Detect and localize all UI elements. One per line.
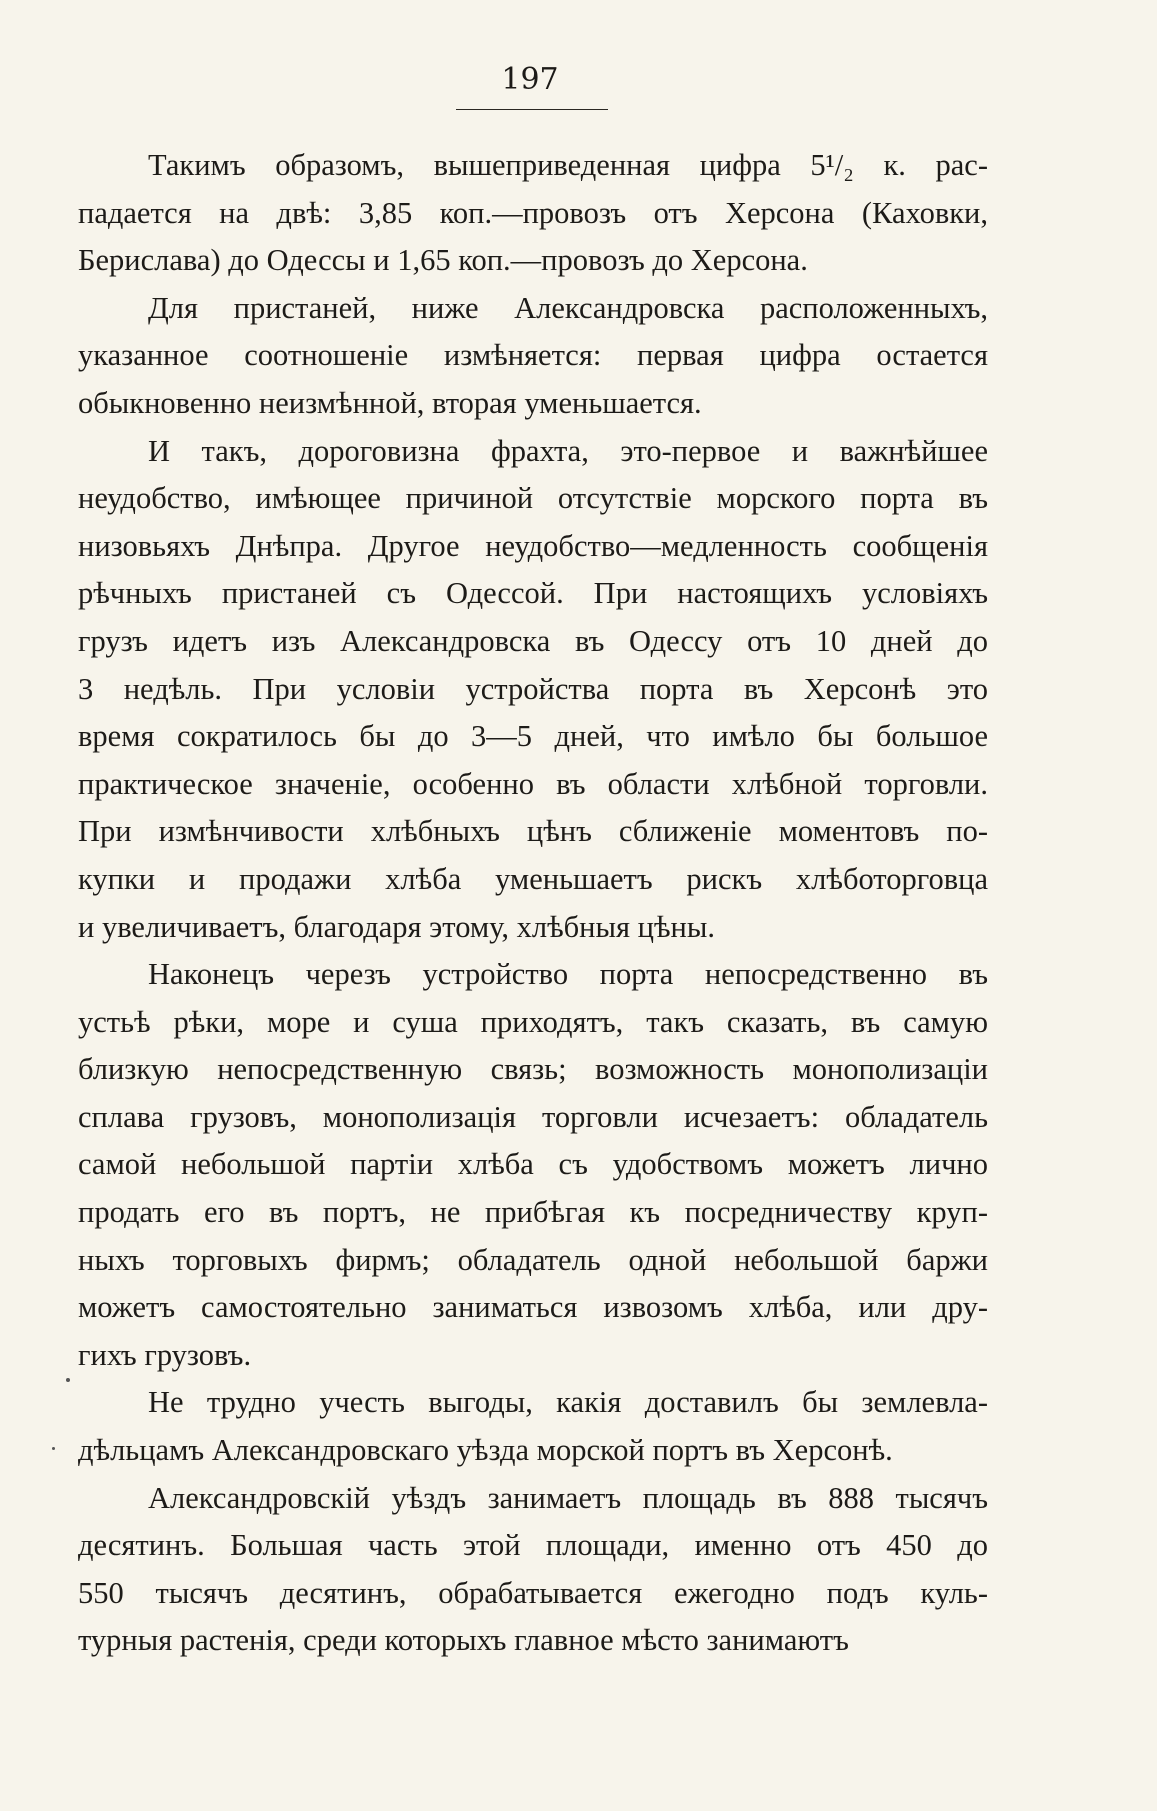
text-line: Не трудно учесть выгоды, какія доставилъ бы землевла- (148, 1385, 988, 1420)
text-line: ныхъ торговыхъ фирмъ; обладатель одной небольшой баржи (78, 1242, 988, 1277)
text-line: практическое значеніе, особенно въ области хлѣбной торговли. (78, 766, 988, 801)
text-line: десятинъ. Большая часть этой площади, именно отъ 450 до (78, 1528, 988, 1563)
text-line: самой небольшой партіи хлѣба съ удобствомъ можетъ лично (78, 1147, 988, 1182)
text-line: Наконецъ черезъ устройство порта непосредственно въ (148, 957, 988, 992)
text-line: низовьяхъ Днѣпра. Другое неудобство—медленность сообщенія (78, 528, 988, 563)
text-line: 550 тысячъ десятинъ, обрабатывается ежегодно подъ куль- (78, 1575, 988, 1610)
text-line: Такимъ образомъ, вышеприведенная цифра 5¹/₂ к. рас- (148, 148, 988, 182)
scan-speck (66, 1378, 70, 1382)
text-line: 3 недѣль. При условіи устройства порта въ Херсонѣ это (78, 671, 988, 706)
text-line: При измѣнчивости хлѣбныхъ цѣнъ сближеніе моментовъ по- (78, 814, 988, 849)
body-text (78, 142, 988, 1665)
text-line: грузъ идетъ изъ Александровска въ Одессу отъ 10 дней до (78, 623, 988, 658)
text-line: устьѣ рѣки, море и суша приходятъ, такъ сказать, въ самую (78, 1004, 988, 1039)
text-line: продать его въ портъ, не прибѣгая къ посредничеству круп- (78, 1195, 988, 1230)
paragraph (78, 951, 988, 1379)
text-line: турныя растенія, среди которыхъ главное мѣсто занимаютъ (78, 1623, 849, 1658)
paragraph (78, 428, 988, 952)
page-number: 197 (501, 62, 559, 97)
text-line: время сократилось бы до 3—5 дней, что имѣло бы большое (78, 719, 988, 754)
text-line: И такъ, дороговизна фрахта, это-первое и важнѣйшее (148, 433, 988, 468)
text-line: указанное соотношеніе измѣняется: первая цифра остается (78, 338, 988, 373)
text-line: и увеличиваетъ, благодаря этому, хлѣбныя цѣны. (78, 909, 715, 944)
page-number-rule (456, 109, 608, 110)
paragraph (78, 142, 988, 285)
text-line: Для пристаней, ниже Александровска расположенныхъ, (148, 290, 988, 325)
text-line: сплава грузовъ, монополизація торговли исчезаетъ: обладатель (78, 1099, 988, 1134)
paragraph (78, 1379, 988, 1474)
paragraph (78, 1475, 988, 1665)
text-line: рѣчныхъ пристаней съ Одессой. При настоящихъ условіяхъ (78, 576, 988, 611)
paragraph (78, 285, 988, 428)
text-line: близкую непосредственную связь; возможность монополизаціи (78, 1052, 988, 1087)
text-line: гихъ грузовъ. (78, 1337, 252, 1372)
text-line: Александровскій уѣздъ занимаетъ площадь въ 888 тысячъ (148, 1480, 988, 1515)
scan-speck (52, 1447, 55, 1450)
text-line: купки и продажи хлѣба уменьшаетъ рискъ хлѣботорговца (78, 861, 988, 896)
text-line: можетъ самостоятельно заниматься извозомъ хлѣба, или дру- (78, 1290, 988, 1325)
text-line: падается на двѣ: 3,85 коп.—провозъ отъ Херсона (Каховки, (78, 195, 988, 230)
text-line: обыкновенно неизмѣнной, вторая уменьшается. (78, 385, 702, 420)
text-line: Берислава) до Одессы и 1,65 коп.—провозъ до Херсона. (78, 243, 808, 278)
text-line: дѣльцамъ Александровскаго уѣзда морской портъ въ Херсонѣ. (78, 1433, 893, 1468)
text-line: неудобство, имѣющее причиной отсутствіе морского порта въ (78, 481, 988, 516)
